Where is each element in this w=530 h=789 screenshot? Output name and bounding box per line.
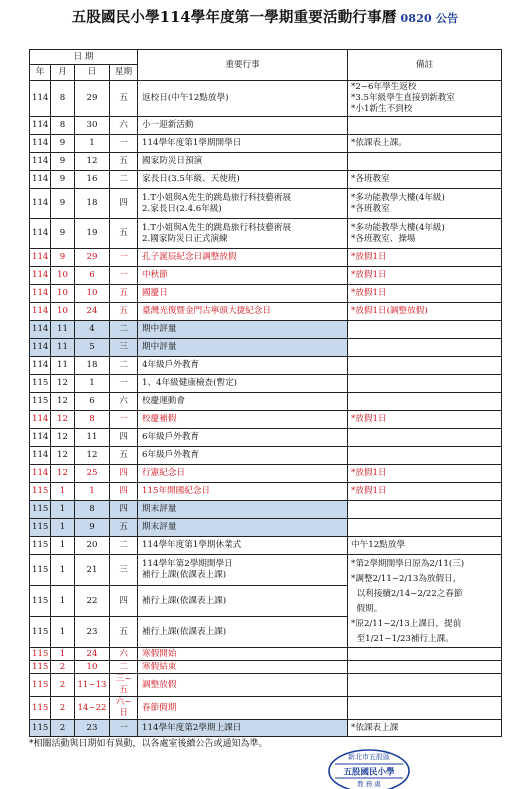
event-cell [138,537,348,555]
weekday-cell: 六 [110,117,138,135]
year-cell: 115 [30,674,51,697]
day-cell: 5 [75,339,110,357]
note-line: *放假1日 [351,288,387,298]
notes-cell [348,429,502,447]
month-cell: 1 [51,519,75,537]
note-line: *放假1日 [351,252,387,262]
weekday-cell: 一 [110,375,138,393]
weekday-cell: 六 [110,648,138,661]
weekday-cell: 四 [110,189,138,219]
table-row [30,249,502,267]
event-cell [138,357,348,375]
year-cell: 115 [30,661,51,674]
day-cell: 4 [75,321,110,339]
table-row [30,697,502,720]
day-cell: 14~22 [75,697,110,720]
note-line: *依課表上課 [351,722,399,733]
weekday-cell: 二 [110,661,138,674]
month-cell: 12 [51,393,75,411]
event-cell [138,617,348,648]
page-title [0,6,530,27]
weekday-cell: 二 [110,321,138,339]
event-line: 補行上課(依課表上課) [142,626,227,637]
notes-cell [348,357,502,375]
weekday-cell: 二 [110,357,138,375]
month-cell: 8 [51,117,75,135]
event-cell [138,219,348,249]
table-row [30,357,502,375]
day-cell: 10 [75,285,110,303]
notes-cell [348,219,502,249]
note-line: *2~6年學生返校 [351,82,417,92]
table-row [30,661,502,674]
weekday-cell: 五 [110,519,138,537]
school-seal [327,745,411,789]
weekday-cell: 一 [110,411,138,429]
event-line: 1、4年級健康檢查(暫定) [142,378,238,388]
year-cell: 114 [30,339,51,357]
weekday-cell: 三 [110,555,138,586]
year-cell: 115 [30,393,51,411]
day-cell: 12 [75,447,110,465]
event-line: 返校日(中午12點放學) [142,93,229,103]
event-line: 1.T小姐與A先生的跳島旅行科技藝術展 [142,192,292,203]
event-cell [138,519,348,537]
year-cell: 114 [30,303,51,321]
event-cell [138,153,348,171]
weekday-cell: 五 [110,81,138,117]
year-cell: 114 [30,189,51,219]
event-cell [138,267,348,285]
year-cell: 114 [30,411,51,429]
seal-middle-text: 五股國民小學 [343,767,395,778]
year-cell: 114 [30,153,51,171]
year-cell: 115 [30,617,51,648]
month-cell: 9 [51,153,75,171]
announcement-tag: 0820 公告 [400,12,459,25]
day-cell: 1 [75,483,110,501]
event-line: 校慶補假 [142,414,177,424]
year-cell: 115 [30,555,51,586]
notes-cell [348,267,502,285]
month-cell: 9 [51,189,75,219]
notes-cell [348,303,502,321]
table-row [30,447,502,465]
notes-cell [348,483,502,501]
month-cell: 12 [51,375,75,393]
weekday-cell: 二 [110,171,138,189]
day-cell: 25 [75,465,110,483]
event-cell [138,321,348,339]
notes-cell [348,661,502,674]
year-cell: 114 [30,117,51,135]
event-line: 114學年度第1學期開學日 [142,138,242,148]
seal-bottom-text: 教 務 處 [357,780,381,788]
event-cell [138,447,348,465]
event-line: 春節假期 [142,702,177,713]
table-row [30,393,502,411]
notes-cell [348,285,502,303]
table-row [30,117,502,135]
table-row [30,285,502,303]
calendar-table [29,49,502,737]
day-cell: 10 [75,661,110,674]
note-line: *各班教室 [351,203,390,214]
event-cell [138,135,348,153]
note-line: *3.5年級學生直接到新教室 [351,93,455,103]
month-cell: 2 [51,661,75,674]
event-line: 調整放假 [142,679,177,690]
year-header: 年 [30,65,51,81]
event-line: 1.T小姐與A先生的跳島旅行科技藝術展 [142,222,292,233]
table-row [30,189,502,219]
table-row [30,219,502,249]
year-cell: 114 [30,135,51,153]
calendar-body [30,81,502,737]
table-row [30,375,502,393]
year-cell: 115 [30,586,51,617]
month-cell: 11 [51,339,75,357]
month-cell: 11 [51,321,75,339]
day-cell: 23 [75,720,110,737]
notes-cell [348,81,502,117]
table-row [30,674,502,697]
month-header: 月 [51,65,75,81]
day-cell: 6 [75,393,110,411]
month-cell: 9 [51,135,75,153]
day-cell: 21 [75,555,110,586]
event-cell [138,555,348,586]
weekday-cell: 四 [110,465,138,483]
year-cell: 114 [30,249,51,267]
weekday-header: 星期 [110,65,138,81]
event-cell [138,661,348,674]
footer-note: *相關活動與日期如有異動，以各處室後續公告或通知為準。 [29,739,268,749]
event-cell [138,303,348,321]
notes-cell [348,648,502,661]
event-line: 114學年度第2學期上課日 [142,722,242,733]
event-line: 補行上課(依課表上課) [142,595,227,606]
event-cell [138,171,348,189]
weekday-cell: 一 [110,135,138,153]
table-row [30,465,502,483]
month-cell: 1 [51,501,75,519]
year-cell: 114 [30,81,51,117]
event-line: 孔子誕辰紀念日調整放假 [142,252,237,262]
note-line: 假期。 [351,604,383,614]
event-cell [138,586,348,617]
event-line: 期中評量 [142,324,177,334]
event-line: 6年級戶外教育 [142,450,200,460]
year-cell: 114 [30,429,51,447]
notes-header: 備註 [348,50,502,81]
event-line: 國慶日 [142,288,168,298]
note-line: 以利接續2/14~2/22之春節 [351,589,463,599]
day-cell: 30 [75,117,110,135]
note-line: 至1/21~1/23補行上課。 [351,634,454,644]
year-cell: 115 [30,537,51,555]
day-cell: 8 [75,411,110,429]
weekday-cell: 四 [110,501,138,519]
event-cell [138,189,348,219]
table-row [30,537,502,555]
table-row [30,648,502,661]
event-line: 115年開國紀念日 [142,486,211,496]
table-row [30,555,502,586]
table-row [30,321,502,339]
year-cell: 115 [30,519,51,537]
day-cell: 23 [75,617,110,648]
notes-cell [348,411,502,429]
note-line: *放假1日 [351,486,387,496]
weekday-cell: 五 [110,285,138,303]
month-cell: 12 [51,447,75,465]
event-cell [138,648,348,661]
year-cell: 114 [30,447,51,465]
day-cell: 18 [75,189,110,219]
day-cell: 11~13 [75,674,110,697]
table-row [30,171,502,189]
notes-cell [348,519,502,537]
weekday-cell: 五 [110,219,138,249]
month-cell: 10 [51,267,75,285]
notes-cell [348,153,502,171]
year-cell: 114 [30,219,51,249]
notes-cell [348,321,502,339]
month-cell: 8 [51,81,75,117]
note-line: *放假1日 [351,270,387,280]
notes-cell [348,447,502,465]
weekday-cell: 一 [110,249,138,267]
weekday-cell: 一 [110,267,138,285]
notes-cell [348,720,502,737]
year-cell: 115 [30,720,51,737]
day-cell: 8 [75,501,110,519]
weekday-cell: 五 [110,153,138,171]
weekday-cell: 二 [110,537,138,555]
month-cell: 9 [51,249,75,267]
notes-cell [348,135,502,153]
year-cell: 115 [30,697,51,720]
weekday-cell: 五 [110,303,138,321]
event-line: 期中評量 [142,342,177,352]
year-cell: 115 [30,501,51,519]
day-cell: 6 [75,267,110,285]
day-cell: 11 [75,429,110,447]
table-row [30,483,502,501]
notes-cell [348,697,502,720]
day-cell: 19 [75,219,110,249]
note-line: *調整2/11~2/13為放假日， [351,574,462,584]
month-cell: 9 [51,219,75,249]
event-cell [138,429,348,447]
weekday-cell: 一 [110,720,138,737]
day-cell: 29 [75,249,110,267]
note-line: *第2學期開學日原為2/11(三) [351,559,465,569]
notes-cell [348,375,502,393]
event-line: 補行上課(依課表上課) [142,570,227,580]
year-cell: 115 [30,483,51,501]
day-cell: 20 [75,537,110,555]
event-cell [138,720,348,737]
weekday-cell: 六~日 [110,697,138,720]
weekday-cell: 四 [110,586,138,617]
day-cell: 29 [75,81,110,117]
event-line: 114學年第2學期開學日 [142,559,233,569]
note-line: *放假1日(調整放假) [351,306,428,316]
event-cell [138,393,348,411]
notes-cell [348,171,502,189]
note-line: *放假1日 [351,468,387,478]
month-cell: 9 [51,171,75,189]
notes-cell [348,674,502,697]
day-cell: 9 [75,519,110,537]
weekday-cell: 四 [110,483,138,501]
note-line: 中午12點放學 [351,540,405,550]
year-cell: 114 [30,321,51,339]
month-cell: 1 [51,648,75,661]
table-row [30,135,502,153]
title-text: 五股國民小學114學年度第一學期重要活動行事曆 [71,9,397,26]
weekday-cell: 五 [110,447,138,465]
event-line: 臺灣光復暨金門古寧頭大捷紀念日 [142,306,271,316]
event-line: 期末評量 [142,504,177,514]
event-cell [138,465,348,483]
event-line: 寒假結束 [142,661,177,672]
table-row [30,720,502,737]
day-cell: 18 [75,357,110,375]
notes-cell [348,339,502,357]
notes-cell [348,465,502,483]
notes-cell [348,393,502,411]
table-row [30,153,502,171]
event-cell [138,411,348,429]
month-cell: 1 [51,537,75,555]
year-cell: 115 [30,375,51,393]
event-cell [138,249,348,267]
notes-cell [348,189,502,219]
day-cell: 1 [75,375,110,393]
seal-top-text: 新北市五股區 [348,753,390,761]
note-line: *多功能教學大樓(4年級) [351,222,445,233]
event-cell [138,117,348,135]
day-cell: 24 [75,303,110,321]
table-row [30,411,502,429]
day-cell: 1 [75,135,110,153]
event-line: 小一迎新活動 [142,120,194,130]
event-cell [138,285,348,303]
event-cell [138,339,348,357]
event-cell [138,674,348,697]
note-line: *各班教室 [351,174,390,184]
event-line: 寒假開始 [142,648,177,659]
month-cell: 2 [51,720,75,737]
event-cell [138,375,348,393]
event-line: 2.家長日(2.4.6年級) [142,203,222,214]
event-line: 中秋節 [142,270,168,280]
month-cell: 1 [51,555,75,586]
month-cell: 11 [51,357,75,375]
notes-cell [348,117,502,135]
event-line: 6年級戶外教育 [142,432,200,442]
table-row [30,303,502,321]
day-cell: 24 [75,648,110,661]
year-cell: 114 [30,267,51,285]
month-cell: 1 [51,586,75,617]
event-line: 行憲紀念日 [142,468,186,478]
event-cell [138,483,348,501]
weekday-cell: 五 [110,617,138,648]
year-cell: 114 [30,285,51,303]
event-line: 2.國家防災日正式演練 [142,233,228,244]
notes-cell [348,537,502,555]
table-row [30,429,502,447]
day-cell: 22 [75,586,110,617]
weekday-cell: 三~五 [110,674,138,697]
month-cell: 1 [51,617,75,648]
date-header: 日 期 [30,50,138,65]
event-line: 114學年度第1學期休業式 [142,540,242,550]
month-cell: 2 [51,674,75,697]
month-cell: 12 [51,465,75,483]
month-cell: 12 [51,429,75,447]
month-cell: 1 [51,483,75,501]
note-line: *原2/11~2/13上課日，提前 [351,619,462,629]
event-line: 校慶運動會 [142,396,186,406]
table-row [30,81,502,117]
notes-cell [348,249,502,267]
table-row [30,267,502,285]
event-cell [138,501,348,519]
event-line: 國家防災日預演 [142,156,203,166]
event-header: 重要行事 [138,50,348,81]
event-cell [138,697,348,720]
weekday-cell: 六 [110,393,138,411]
month-cell: 10 [51,303,75,321]
event-line: 4年級戶外教育 [142,360,200,370]
note-line: *小1新生不到校 [351,104,413,114]
weekday-cell: 三 [110,339,138,357]
table-row [30,501,502,519]
month-cell: 2 [51,697,75,720]
month-cell: 10 [51,285,75,303]
event-line: 期末評量 [142,522,177,532]
day-header: 日 [75,65,110,81]
table-row [30,519,502,537]
day-cell: 12 [75,153,110,171]
event-line: 家長日(3.5年級、天使班) [142,174,240,184]
notes-cell [348,501,502,519]
table-row [30,339,502,357]
weekday-cell: 四 [110,429,138,447]
note-line: *各班教室、操場 [351,233,416,244]
note-line: *多功能教學大樓(4年級) [351,192,445,203]
month-cell: 12 [51,411,75,429]
note-line: *依課表上課。 [351,138,407,148]
year-cell: 114 [30,357,51,375]
notes-cell [348,555,502,648]
note-line: *放假1日 [351,414,387,424]
year-cell: 114 [30,171,51,189]
year-cell: 114 [30,465,51,483]
year-cell: 115 [30,648,51,661]
day-cell: 16 [75,171,110,189]
event-cell [138,81,348,117]
